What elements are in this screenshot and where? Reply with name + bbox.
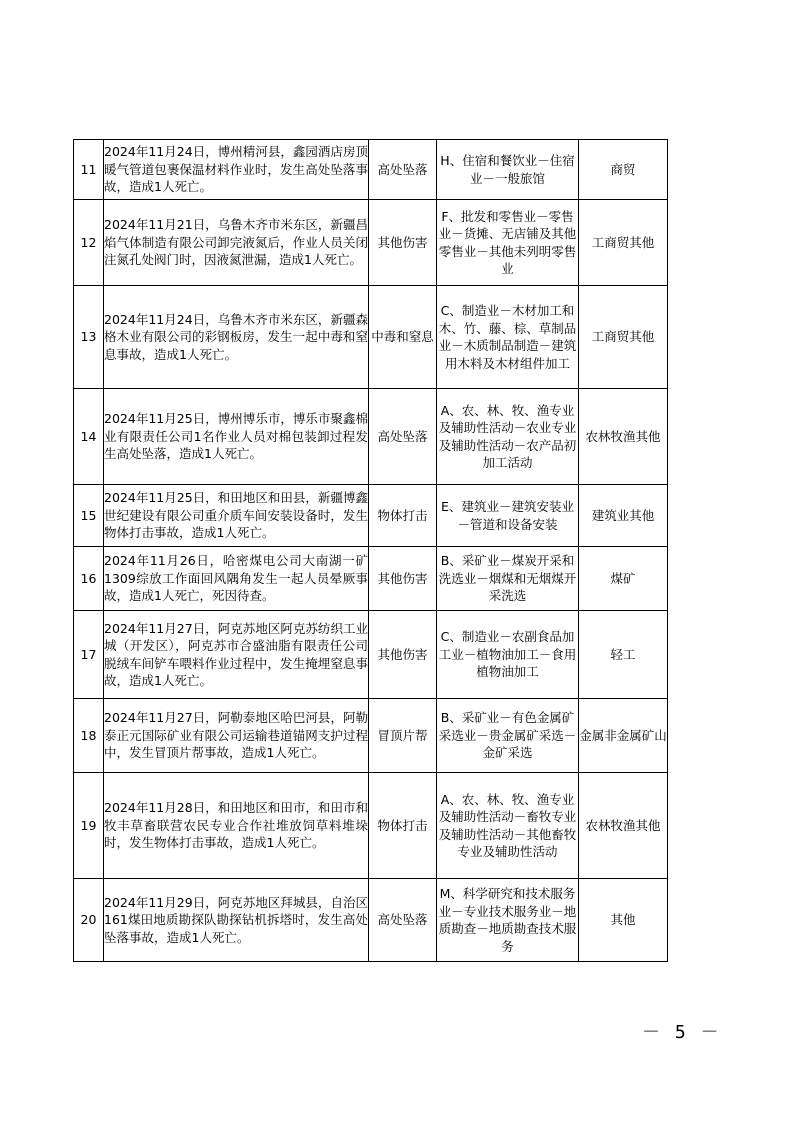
table-row — [74, 699, 668, 773]
industry-classification: F、批发和零售业－零售业－货摊、无店铺及其他零售业－其他未列明零售业 — [437, 200, 579, 286]
accident-description: 2024年11月24日，乌鲁木齐市米东区，新疆森格木业有限公司的彩钢板房，发生一起中毒和窒息事故，造成1人死亡。 — [104, 286, 369, 389]
accident-description: 2024年11月26日，哈密煤电公司大南湖一矿1309综放工作面回风隅角发生一起人员晕厥事故，造成1人死亡，死因待查。 — [104, 547, 369, 611]
industry-classification: M、科学研究和技术服务业－专业技术服务业－地质勘查－地质勘查技术服务 — [437, 879, 579, 962]
accident-type: 高处坠落 — [369, 879, 437, 962]
accident-type: 中毒和窒息 — [369, 286, 437, 389]
accident-description: 2024年11月25日，博州博乐市，博乐市聚鑫棉业有限责任公司1名作业人员对棉包装卸过程发生高处坠落，造成1人死亡。 — [104, 389, 369, 485]
accident-type: 物体打击 — [369, 773, 437, 879]
table-row — [74, 286, 668, 389]
accident-description: 2024年11月27日，阿克苏地区阿克苏纺织工业城（开发区），阿克苏市合盛油脂有限责任公司脱绒车间铲车喂料作业过程中，发生掩埋窒息事故，造成1人死亡。 — [104, 611, 369, 699]
category: 工商贸其他 — [579, 286, 668, 389]
industry-classification: B、采矿业－煤炭开采和洗选业－烟煤和无烟煤开采洗选 — [437, 547, 579, 611]
industry-classification: H、住宿和餐饮业－住宿业－一般旅馆 — [437, 140, 579, 200]
accident-description: 2024年11月24日，博州精河县，鑫园酒店房顶暖气管道包裹保温材料作业时，发生高处坠落事故，造成1人死亡。 — [104, 140, 369, 200]
table-row — [74, 611, 668, 699]
category: 工商贸其他 — [579, 200, 668, 286]
row-number: 18 — [74, 699, 104, 773]
accident-description: 2024年11月27日，阿勒泰地区哈巴河县，阿勒泰正元国际矿业有限公司运输巷道锚网支护过程中，发生冒顶片帮事故，造成1人死亡。 — [104, 699, 369, 773]
row-number: 12 — [74, 200, 104, 286]
category: 农林牧渔其他 — [579, 389, 668, 485]
accident-description: 2024年11月28日，和田地区和田市，和田市和牧丰草畜联营农民专业合作社堆放饲草料堆垛时，发生物体打击事故，造成1人死亡。 — [104, 773, 369, 879]
accident-type: 冒顶片帮 — [369, 699, 437, 773]
category: 商贸 — [579, 140, 668, 200]
accident-description: 2024年11月29日，阿克苏地区拜城县，自治区161煤田地质勘探队勘探钻机拆塔时，发生高处坠落事故，造成1人死亡。 — [104, 879, 369, 962]
industry-classification: C、制造业－木材加工和木、竹、藤、棕、草制品业－木质制品制造－建筑用木料及木材组件加工 — [437, 286, 579, 389]
accident-type: 其他伤害 — [369, 547, 437, 611]
row-number: 20 — [74, 879, 104, 962]
category: 其他 — [579, 879, 668, 962]
table-row — [74, 547, 668, 611]
accident-type: 高处坠落 — [369, 389, 437, 485]
table-row — [74, 389, 668, 485]
accident-description: 2024年11月21日，乌鲁木齐市米东区，新疆昌焰气体制造有限公司卸完液氮后，作业人员关闭注氮孔处阀门时，因液氮泄漏，造成1人死亡。 — [104, 200, 369, 286]
industry-classification: A、农、林、牧、渔专业及辅助性活动－畜牧专业及辅助性活动－其他畜牧专业及辅助性活动 — [437, 773, 579, 879]
category: 金属非金属矿山 — [579, 699, 668, 773]
table-row — [74, 200, 668, 286]
table-row — [74, 485, 668, 547]
industry-classification: E、建筑业－建筑安装业－管道和设备安装 — [437, 485, 579, 547]
row-number: 13 — [74, 286, 104, 389]
industry-classification: C、制造业－农副食品加工业－植物油加工－食用植物油加工 — [437, 611, 579, 699]
page-number: － 5 － — [642, 1022, 721, 1043]
accident-type: 其他伤害 — [369, 611, 437, 699]
accident-type: 物体打击 — [369, 485, 437, 547]
category: 轻工 — [579, 611, 668, 699]
accident-description: 2024年11月25日，和田地区和田县，新疆博鑫世纪建设有限公司重介质车间安装设备时，发生物体打击事故，造成1人死亡。 — [104, 485, 369, 547]
accident-type: 高处坠落 — [369, 140, 437, 200]
row-number: 16 — [74, 547, 104, 611]
industry-classification: A、农、林、牧、渔专业及辅助性活动－农业专业及辅助性活动－农产品初加工活动 — [437, 389, 579, 485]
table-row — [74, 879, 668, 962]
accident-type: 其他伤害 — [369, 200, 437, 286]
row-number: 11 — [74, 140, 104, 200]
row-number: 19 — [74, 773, 104, 879]
row-number: 14 — [74, 389, 104, 485]
row-number: 17 — [74, 611, 104, 699]
category: 建筑业其他 — [579, 485, 668, 547]
accident-table — [73, 139, 668, 962]
category: 煤矿 — [579, 547, 668, 611]
industry-classification: B、采矿业－有色金属矿采选业－贵金属矿采选－金矿采选 — [437, 699, 579, 773]
table-row — [74, 773, 668, 879]
table-row — [74, 140, 668, 200]
row-number: 15 — [74, 485, 104, 547]
category: 农林牧渔其他 — [579, 773, 668, 879]
